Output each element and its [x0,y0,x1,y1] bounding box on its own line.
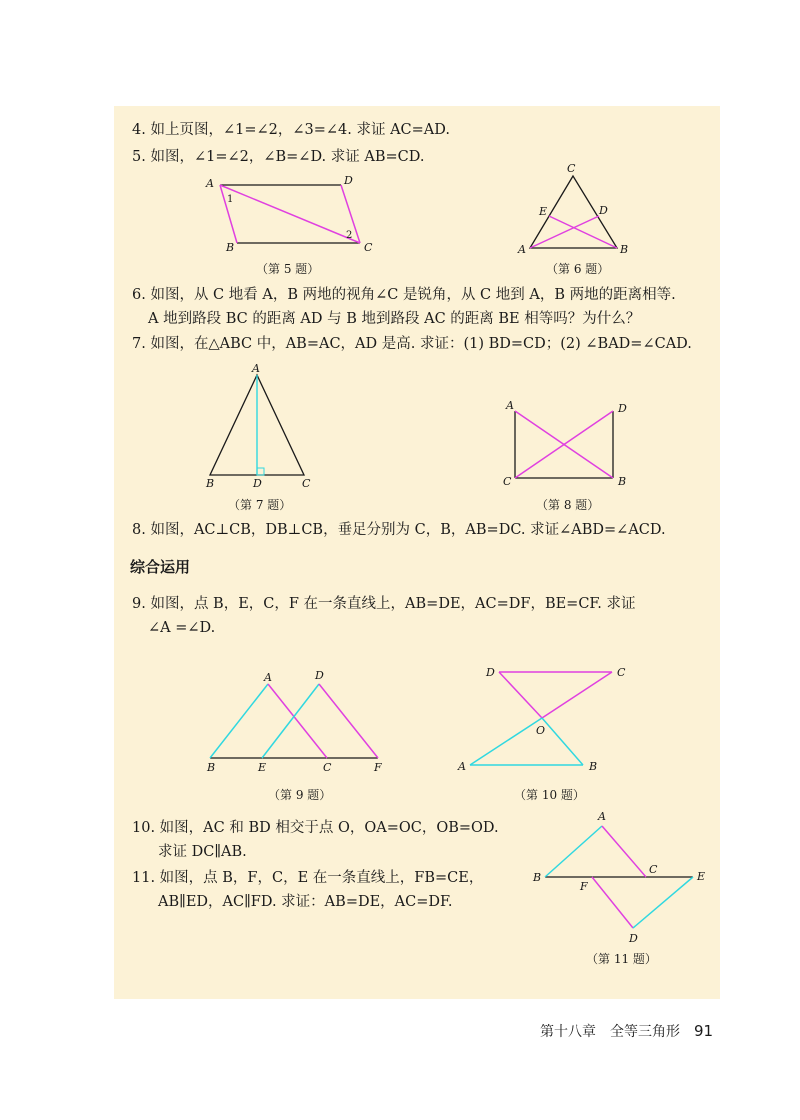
fig6-label-a: A [518,243,526,256]
page-number: 91 [694,1022,714,1040]
fig9-label-d: D [315,669,324,682]
fig11-label-b: B [533,871,542,884]
caption-fig8: （第 8 题） [536,498,600,512]
fig6-label-c: C [567,162,576,175]
caption-fig11: （第 11 题） [586,952,657,966]
fig7-label-d: D [253,477,262,490]
fig11-label-c: C [649,863,658,876]
problem-9-line2: ∠A =∠D. [148,620,216,636]
fig5-label-b: B [226,241,235,254]
problem-9-line1: 9. 如图，点 B，E，C，F 在一条直线上，AB=DE，AC=DF，BE=CF. 求证 [132,596,636,612]
caption-fig9: （第 9 题） [268,788,332,802]
page-footer [540,1021,713,1041]
fig9-label-a: A [264,671,272,684]
problem-6-line1: 6. 如图，从 C 地看 A，B 两地的视角∠C 是锐角，从 C 地到 A，B 两地的距离相等. [132,287,676,303]
fig10-label-d: D [486,666,495,679]
caption-fig6: （第 6 题） [546,262,610,276]
fig9-label-b: B [207,761,216,774]
fig8-label-d: D [618,402,627,415]
fig9-label-f: F [374,761,382,774]
fig10-label-o: O [536,724,546,737]
fig7-label-a: A [252,362,260,375]
fig11-label-d: D [629,932,638,945]
fig10-label-a: A [458,760,466,773]
problem-6-line2: A 地到路段 BC 的距离 AD 与 B 地到路段 AC 的距离 BE 相等吗？为什么？ [148,311,641,327]
problem-7: 7. 如图，在△ABC 中，AB=AC，AD 是高. 求证：(1) BD=CD；(2) ∠BAD=∠CAD. [132,336,692,352]
fig7-label-b: B [206,477,215,490]
fig5-label-a: A [206,177,214,190]
fig10-label-b: B [589,760,598,773]
problem-4: 4. 如上页图，∠1=∠2，∠3=∠4. 求证 AC=AD. [132,122,450,138]
figure-10 [457,666,626,773]
chapter-title: 第十八章 全等三角形 [540,1024,680,1040]
figure-9 [206,669,382,774]
caption-fig7: （第 7 题） [228,498,292,512]
problem-11-line2: AB∥ED，AC∥FD. 求证：AB=DE，AC=DF. [158,894,453,910]
fig9-label-c: C [323,761,332,774]
caption-fig10: （第 10 题） [514,788,585,802]
fig8-label-a: A [506,399,514,412]
caption-fig5: （第 5 题） [256,262,320,276]
fig5-label-1: 1 [227,194,234,205]
fig8-label-c: C [503,475,512,488]
fig11-label-f: F [580,880,588,893]
figure-8 [503,399,627,488]
fig11-label-e: E [697,870,706,883]
fig9-label-e: E [258,761,267,774]
problem-11-line1: 11. 如图，点 B，F，C，E 在一条直线上，FB=CE， [132,870,484,886]
fig6-label-e: E [539,205,548,218]
figure-11 [532,810,705,945]
fig8-label-b: B [618,475,627,488]
fig10-label-c: C [617,666,626,679]
problem-5: 5. 如图，∠1=∠2，∠B=∠D. 求证 AB=CD. [132,149,425,165]
fig5-label-2: 2 [346,230,353,241]
fig11-label-a: A [598,810,606,823]
figure-6 [517,162,628,256]
fig5-label-d: D [344,174,353,187]
figure-5 [205,174,373,254]
problem-10-line1: 10. 如图，AC 和 BD 相交于点 O，OA=OC，OB=OD. [132,820,499,836]
problem-8: 8. 如图，AC⊥CB，DB⊥CB，垂足分别为 C，B，AB=DC. 求证∠ABD=∠ACD. [132,522,666,538]
section-heading: 综合运用 [130,558,191,576]
problem-10-line2: 求证 DC∥AB. [158,844,247,860]
fig6-label-b: B [620,243,629,256]
fig7-label-c: C [302,477,311,490]
fig5-label-c: C [364,241,373,254]
fig6-label-d: D [599,204,608,217]
figure-7 [205,362,311,490]
